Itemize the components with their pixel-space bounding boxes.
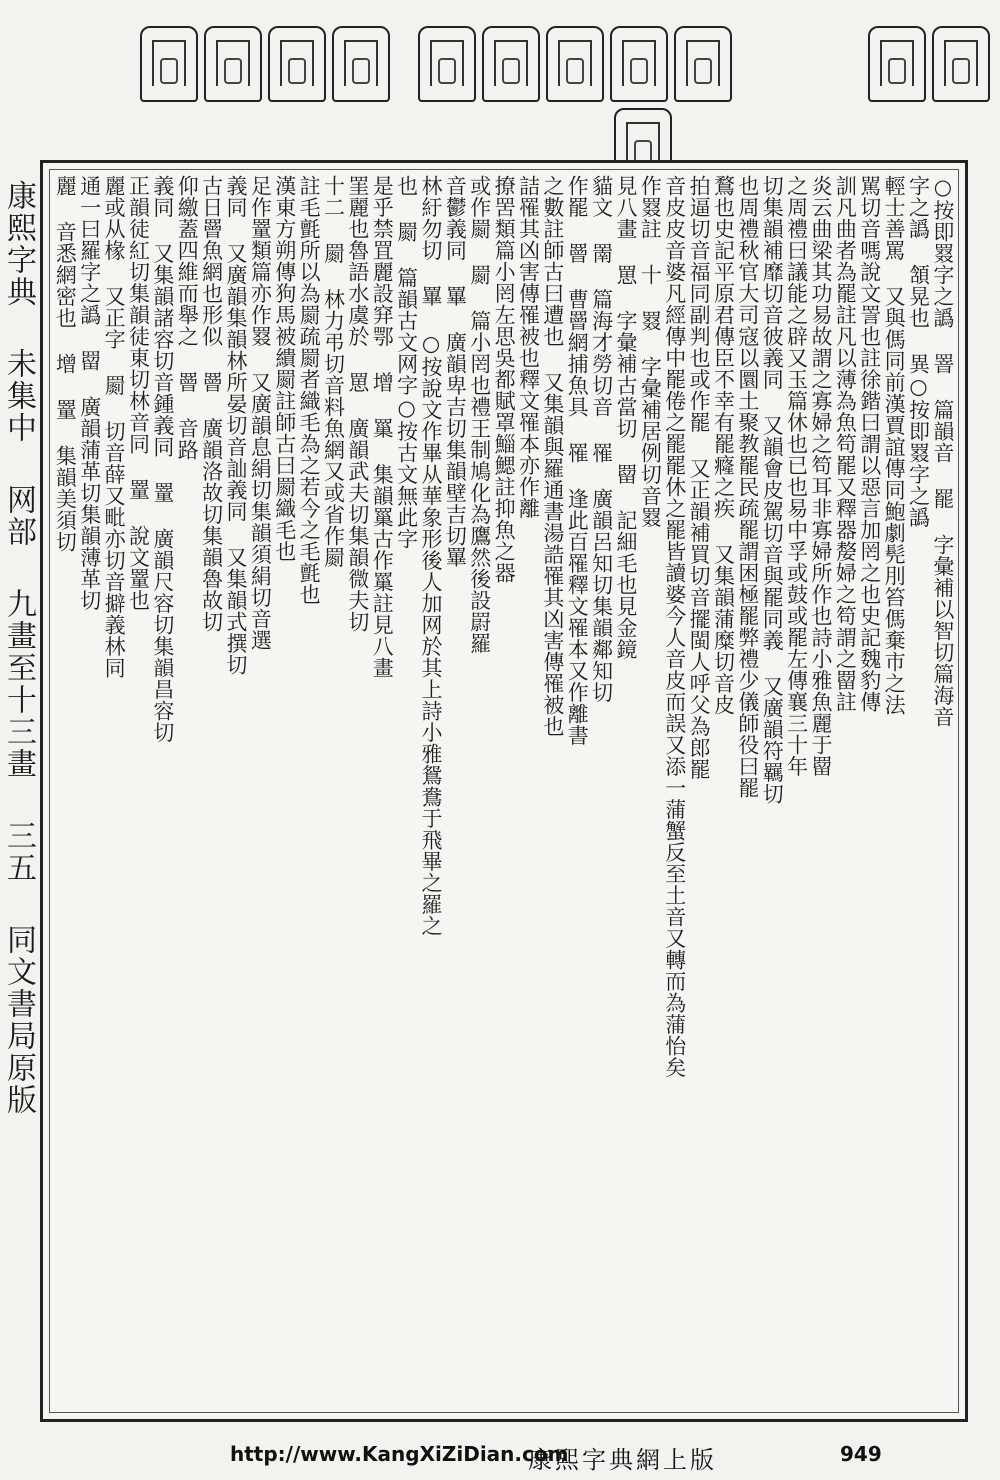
text-column: 拍逼切音福同副判也或作罷 又正韻補買切音擺閩人呼父為郎罷	[687, 175, 712, 780]
text-column: 炎云曲梁其功易故謂之寡婦之笱耳非寡婦所作也詩小雅魚麗于罶	[809, 175, 833, 777]
text-column: ○按即罬字之譌 罯 篇韻音 罷 字彙補以智切篇海音	[930, 175, 955, 728]
text-column: 音皮皮音婆凡經傳中罷倦之罷罷休之罷皆讀婆今人音皮而誤又添一蒲蟹反至土音又轉而為蒲怡矣	[662, 175, 687, 1078]
publisher-label: 同文書局原版	[1, 924, 36, 1116]
seal-glyph	[932, 26, 990, 102]
seal-group-left	[140, 26, 390, 102]
text-column: 足作罿類篇亦作罬 又廣韻息絹切集韻須絹切音選	[248, 175, 273, 651]
text-column: 十二 罽 林力弔切音料魚網又或省作罽	[321, 175, 346, 568]
seal-glyph	[204, 26, 262, 102]
text-column: 見八畫 罳 字彙補古當切 罶 記細毛也見金鏡	[614, 175, 638, 660]
text-column: 撩罟類篇小罔左思吳都賦罩鯔鰓註抑魚之器	[492, 175, 517, 584]
seal-glyph	[140, 26, 198, 102]
text-column: 仰繳蓋四維而舉之 罾 音路	[175, 175, 200, 461]
text-columns	[53, 175, 955, 1407]
text-column: 詰罹其凶害傳罹被也釋文罹本亦作離	[516, 175, 541, 519]
seal-glyph	[268, 26, 326, 102]
text-column: 古日罾魚網也形似 罾 廣韻洛故切集韻魯故切	[199, 175, 224, 633]
text-column: 輕士善罵 又與傌同前漢賈誼傳同鮑劇髡刖笞傌棄市之法	[882, 175, 907, 716]
text-column: 是乎禁罝麗設穽鄂 增 罺 集韻罺古作罺註見八畫	[370, 175, 395, 679]
text-column: 林紆勿切 罼 ○按說文作畢从華象形後人加网於其上詩小雅鴛鴦于飛畢之羅之	[419, 175, 443, 937]
text-column: 或作罽 罽 篇小罔也禮王制鳩化為鷹然後設罻羅	[467, 175, 492, 654]
footer-edition: 康熙字典網上版	[528, 1446, 717, 1474]
text-column: 作罷 罾 曹罾網捕魚具 罹 逢此百罹釋文罹本又作離書	[565, 175, 590, 746]
seal-group-middle	[418, 26, 732, 102]
text-column: 罣麗也魯語水虞於 罳 廣韻武夫切集韻微夫切	[345, 175, 370, 633]
text-column: 作罬註 十 罬 字彙補居例切音罬	[638, 175, 663, 528]
text-column: 麗或从椽 又正字 罽 切音薛又毗亦切音擗義林同	[102, 175, 127, 679]
text-column: 訓凡曲者為罷註凡以薄為魚笱罷又釋器嫠婦之笱謂之罶註	[833, 175, 858, 713]
text-column: 貓文 罱 篇海才勞切音 罹 廣韻呂知切集韻鄰知切	[589, 175, 614, 703]
seal-glyph	[332, 26, 390, 102]
footer-page-number: 949	[840, 1442, 882, 1466]
radical-label: 网部	[1, 484, 36, 548]
stroke-range: 九畫至十三畫	[1, 588, 36, 780]
text-column: 註毛氈所以為罽疏罽者織毛為之若今之毛氈也	[297, 175, 322, 605]
seal-script-header	[0, 12, 1000, 162]
seal-glyph	[674, 26, 732, 102]
seal-glyph	[546, 26, 604, 102]
text-column: 正韻徒紅切集韻徒東切林音同 罿 說文罿也	[126, 175, 151, 611]
margin-running-head	[0, 180, 36, 1360]
footer-url[interactable]: http://www.KangXiZiDian.com	[230, 1442, 569, 1466]
seal-glyph	[868, 26, 926, 102]
text-column: 切集韻補靡切音彼義同 又韻會皮駕切音與罷同義 又廣韻符羈切	[760, 175, 785, 805]
text-column: 漢東方朔傳狗馬被繢罽註師古曰罽織毛也	[272, 175, 297, 562]
text-column: 字之譌 頷晃也 異○按即罬字之譌	[906, 175, 931, 528]
text-column: 通一曰羅字之譌 罶 廣韻蒲革切集韻薄革切	[77, 175, 102, 611]
seal-glyph	[418, 26, 476, 102]
page-footer	[0, 1438, 1000, 1472]
text-column: 義同 又廣韻集韻林所晏切音訕義同 又集韻式撰切	[224, 175, 248, 676]
seal-glyph	[482, 26, 540, 102]
text-column: 鶩也史記平原君傳臣不幸有罷癃之疾 又集韻蒲糜切音皮	[711, 175, 736, 716]
volume-label: 未集中	[1, 348, 36, 444]
text-column: 麗 音悉網密也 增 罿 集韻美須切	[53, 175, 78, 553]
text-column: 也 罽 篇韻古文网字○按古文無此字	[394, 175, 419, 550]
text-column: 音鬱義同 罼 廣韻卑吉切集韻壁吉切罼	[443, 175, 468, 568]
text-column: 也周禮秋官大司寇以圜土聚教罷民疏罷謂困極罷弊禮少儀師役曰罷	[735, 175, 760, 799]
margin-page-number: 三五	[1, 820, 36, 884]
text-column: 義同 又集韻諸容切音鍾義同 罿 廣韻尺容切集韻昌容切	[150, 175, 175, 743]
text-column: 駡切音嗎說文詈也註徐鍇曰謂以惡言加罔之也史記魏豹傳	[857, 175, 882, 713]
seal-glyph	[610, 26, 668, 102]
seal-group-right	[868, 26, 990, 102]
book-title: 康熙字典	[1, 180, 36, 308]
text-column: 之周禮曰議能之辟又玉篇休也已也易中孚或鼓或罷左傳襄三十年	[784, 175, 809, 777]
text-column: 之數註師古曰遭也 又集韻與羅通書湯誥罹其凶害傳罹被也	[540, 175, 565, 737]
text-frame	[40, 160, 968, 1422]
